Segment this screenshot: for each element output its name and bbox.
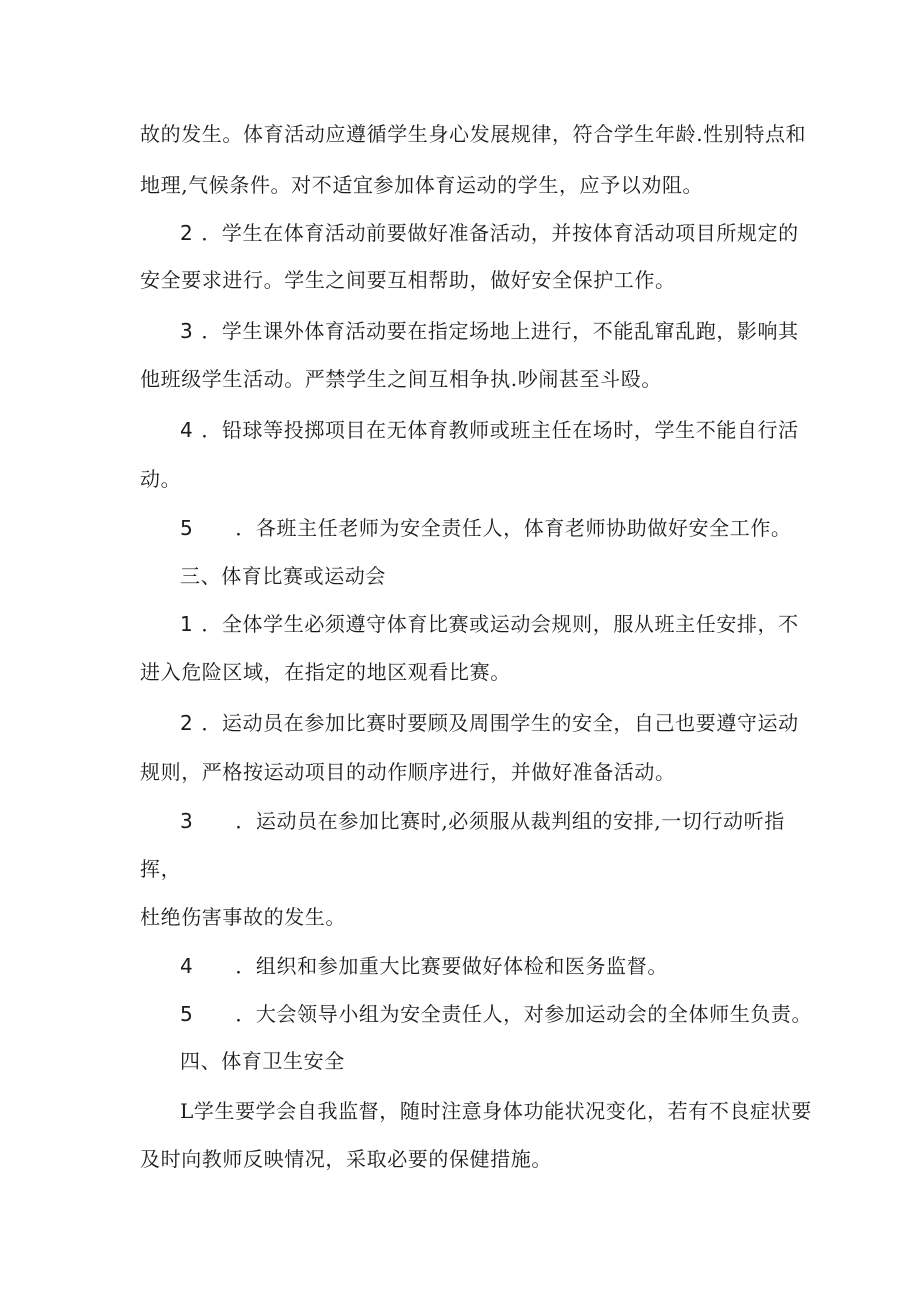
text-line: ．组织和参加重大比赛要做好体检和医务监督。 <box>235 954 668 978</box>
item-number: 4 <box>180 418 194 442</box>
text-line: 规则，严格按运动项目的动作顺序进行，并做好准备活动。 <box>140 760 676 784</box>
text-line: 动。 <box>140 467 182 491</box>
item-number: 3 <box>180 319 194 343</box>
list-item-2 <box>180 709 799 737</box>
text-line: 及时向教师反映情况，采取必要的保健措施。 <box>140 1147 552 1171</box>
item-number: 1 <box>180 612 194 636</box>
text-line: ．各班主任老师为安全责任人，体育老师协助做好安全工作。 <box>235 516 792 540</box>
text-line: 地理,气候条件。对不适宜参加体育运动的学生，应予以劝阻。 <box>140 173 704 197</box>
section-heading: 三、体育比赛或运动会 <box>180 564 386 588</box>
item-number: 5 <box>180 1002 194 1026</box>
item-number: 2 <box>180 711 194 735</box>
text-line: ．运动员在参加比赛时,必须服从裁判组的安排,一切行动听指 <box>235 809 785 833</box>
text-line: ．学生课外体育活动要在指定场地上进行，不能乱窜乱跑，影响其 <box>201 319 799 343</box>
text-line: ．全体学生必须遵守体育比赛或运动会规则，服从班主任安排，不 <box>201 612 799 636</box>
text-line: ．大会领导小组为安全责任人，对参加运动会的全体师生负责。 <box>235 1002 813 1026</box>
text-line: 他班级学生活动。严禁学生之间互相争执.吵闹甚至斗殴。 <box>140 367 662 391</box>
item-number: 5 <box>180 516 194 540</box>
section-heading: 四、体育卫生安全 <box>180 1049 345 1073</box>
text-line: ．运动员在参加比赛时要顾及周围学生的安全，自己也要遵守运动 <box>201 711 799 735</box>
list-item-2 <box>180 219 799 247</box>
list-item-3 <box>180 807 785 835</box>
list-item-4 <box>180 952 668 980</box>
text-line: ．学生在体育活动前要做好准备活动，并按体育活动项目所规定的 <box>201 221 799 245</box>
list-item-1 <box>180 610 799 638</box>
text-line: 故的发生。体育活动应遵循学生身心发展规律，符合学生年龄.性别特点和 <box>140 122 807 146</box>
list-item-4 <box>180 416 799 444</box>
item-number: 2 <box>180 221 194 245</box>
text-line: ．铅球等投掷项目在无体育教师或班主任在场时，学生不能自行活 <box>201 418 799 442</box>
item-number: 4 <box>180 954 194 978</box>
text-line: 挥， <box>140 857 182 881</box>
text-line: L学生要学会自我监督，随时注意身体功能状况变化，若有不良症状要 <box>180 1099 812 1123</box>
list-item-5 <box>180 514 792 542</box>
item-number: 3 <box>180 809 194 833</box>
text-line: 进入危险区域，在指定的地区观看比赛。 <box>140 660 511 684</box>
text-line: 安全要求进行。学生之间要互相帮助，做好安全保护工作。 <box>140 268 676 292</box>
list-item-5 <box>180 1000 812 1028</box>
list-item-3 <box>180 317 799 345</box>
text-line: 杜绝伤害事故的发生。 <box>140 905 346 929</box>
